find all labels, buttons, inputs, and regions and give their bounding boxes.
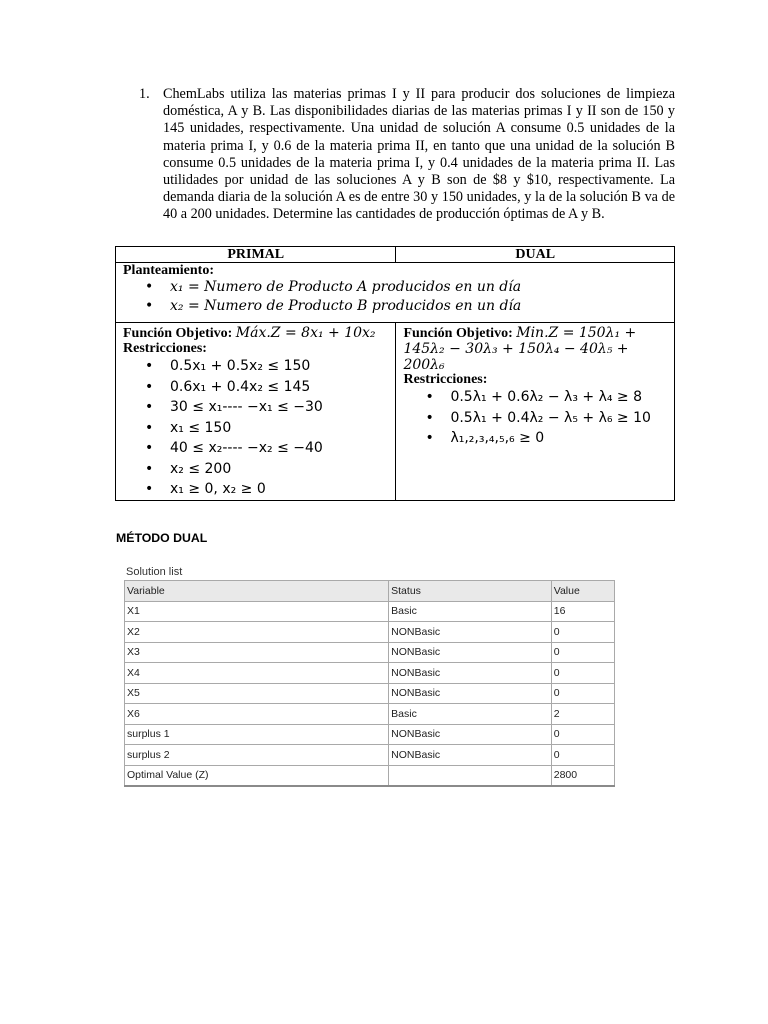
status-cell: NONBasic — [389, 724, 552, 745]
status-cell: NONBasic — [389, 683, 552, 704]
header-value: Value — [551, 581, 614, 602]
dual-constraint: • 0.5λ₁ + 0.4λ₂ − λ₅ + λ₆ ≥ 10 — [425, 408, 674, 429]
header-status: Status — [389, 581, 552, 602]
variable-cell: surplus 2 — [125, 745, 389, 766]
method-title: MÉTODO DUAL — [116, 531, 208, 545]
variable-cell: X5 — [125, 683, 389, 704]
value-cell: 2800 — [551, 765, 614, 786]
dual-constraint-list — [403, 387, 674, 449]
variable-list — [123, 278, 674, 316]
value-cell: 2 — [551, 704, 614, 725]
table-row — [125, 622, 615, 643]
variable-item: • x₂ = Numero de Producto B producidos en un día — [145, 297, 674, 316]
planteamiento-cell — [116, 263, 675, 323]
primal-constraint-list — [123, 356, 395, 500]
problem-statement — [139, 86, 675, 224]
dual-objective-label: Función Objetivo: — [403, 326, 513, 341]
primal-header: PRIMAL — [116, 247, 396, 263]
dual-objective-line2: 145λ₂ − 30λ₃ + 150λ₄ − 40λ₅ + 200λ₆ — [403, 341, 629, 373]
value-cell: 0 — [551, 642, 614, 663]
status-cell: NONBasic — [389, 745, 552, 766]
value-cell: 0 — [551, 683, 614, 704]
value-cell: 0 — [551, 724, 614, 745]
primal-constraint: • 0.5x₁ + 0.5x₂ ≤ 150 — [145, 356, 395, 377]
problem-text: ChemLabs utiliza las materias primas I y II para producir dos soluciones de limpieza doméstica, A y B. Las disponibilidades diarias de las materias primas I y II son de 150 y 145 unidades, respectivamente. Una unidad de solución A consume 0.5 unidades de la materia prima I, y 0.6 de la materia prima II, en tanto que una unidad de la solución B consume 0.5 unidades de la materia prima I, y 0.4 unidades de la materia prima II. Las utilidades por unidad de las soluciones A y B son de $8 y $10, respectivamente. La demanda diaria de la solución A es de entre 30 y 150 unidades, y la de la solución B va de 40 a 200 unidades. Determine las cantidades de producción óptimas de A y B. — [163, 86, 675, 223]
header-variable: Variable — [125, 581, 389, 602]
table-row — [125, 663, 615, 684]
problem-number: 1. — [139, 86, 150, 102]
value-cell: 16 — [551, 601, 614, 622]
primal-cell — [116, 323, 396, 501]
table-row — [125, 704, 615, 725]
planteamiento-label: Planteamiento: — [123, 263, 214, 278]
status-cell: NONBasic — [389, 642, 552, 663]
dual-constraint: • λ₁,₂,₃,₄,₅,₆ ≥ 0 — [425, 428, 674, 449]
table-row — [125, 683, 615, 704]
primal-constraints-label: Restricciones: — [123, 341, 207, 356]
table-row — [125, 601, 615, 622]
table-row — [125, 642, 615, 663]
variable-item: • x₁ = Numero de Producto A producidos en un día — [145, 278, 674, 297]
status-cell: Basic — [389, 601, 552, 622]
variable-cell: Optimal Value (Z) — [125, 765, 389, 786]
value-cell: 0 — [551, 663, 614, 684]
status-cell: Basic — [389, 704, 552, 725]
primal-constraint: • 0.6x₁ + 0.4x₂ ≤ 145 — [145, 377, 395, 398]
primal-objective-label: Función Objetivo: — [123, 326, 233, 341]
table-row — [125, 745, 615, 766]
status-cell — [389, 765, 552, 786]
table-row — [125, 724, 615, 745]
solution-caption: Solution list — [126, 566, 183, 578]
value-cell: 0 — [551, 745, 614, 766]
status-cell: NONBasic — [389, 622, 552, 643]
variable-cell: X2 — [125, 622, 389, 643]
variable-cell: surplus 1 — [125, 724, 389, 745]
primal-constraint: • x₂ ≤ 200 — [145, 459, 395, 480]
variable-cell: X6 — [125, 704, 389, 725]
dual-constraint: • 0.5λ₁ + 0.6λ₂ − λ₃ + λ₄ ≥ 8 — [425, 387, 674, 408]
primal-constraint: • 40 ≤ x₂---- −x₂ ≤ −40 — [145, 438, 395, 459]
dual-constraints-label: Restricciones: — [403, 372, 488, 387]
status-cell: NONBasic — [389, 663, 552, 684]
variable-cell: X1 — [125, 601, 389, 622]
primal-constraint: • 30 ≤ x₁---- −x₁ ≤ −30 — [145, 397, 395, 418]
variable-cell: X4 — [125, 663, 389, 684]
dual-cell — [396, 323, 675, 501]
table-row — [125, 765, 615, 786]
primal-constraint: • x₁ ≤ 150 — [145, 418, 395, 439]
value-cell: 0 — [551, 622, 614, 643]
solution-table — [124, 580, 615, 787]
dual-header: DUAL — [396, 247, 675, 263]
dual-objective-line1: Min.Z = 150λ₁ + — [516, 325, 637, 341]
primal-objective: Máx.Z = 8x₁ + 10x₂ — [235, 325, 376, 341]
primal-dual-table — [115, 246, 675, 501]
variable-cell: X3 — [125, 642, 389, 663]
primal-constraint: • x₁ ≥ 0, x₂ ≥ 0 — [145, 479, 395, 500]
